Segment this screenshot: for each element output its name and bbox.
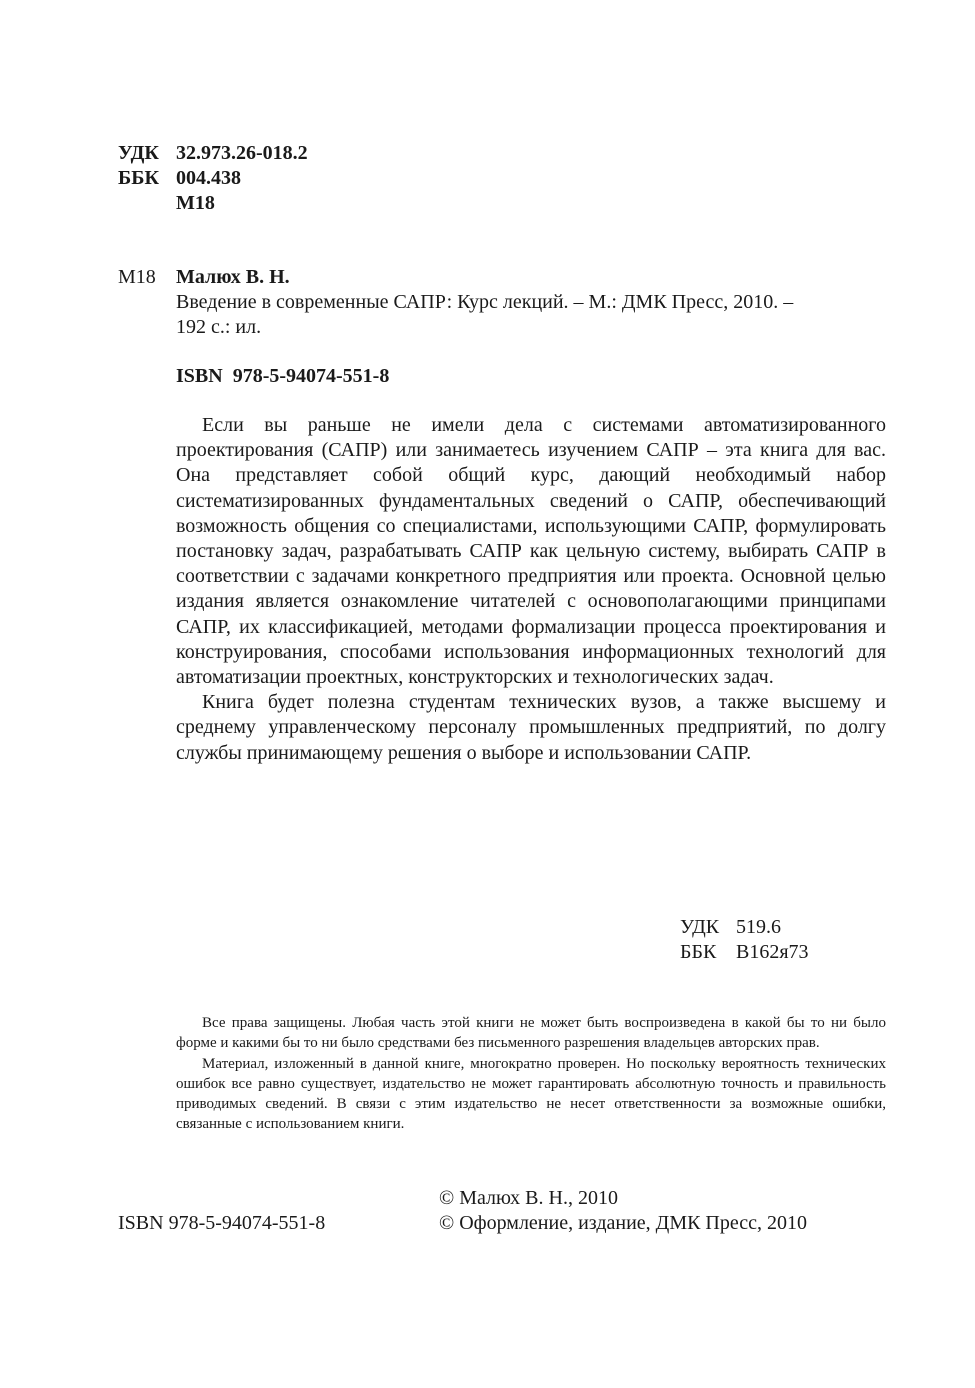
abstract <box>176 413 886 766</box>
author-mark-row <box>118 191 215 216</box>
bbk-value: 004.438 <box>176 167 241 189</box>
udk2-row <box>680 915 781 940</box>
bbk2-label: ББК <box>680 941 717 963</box>
footer-isbn: ISBN 978-5-94074-551-8 <box>118 1212 326 1234</box>
udk-label: УДК <box>118 142 159 164</box>
bbk2-row <box>680 940 809 965</box>
udk2-value: 519.6 <box>736 916 781 938</box>
bib-isbn: ISBN 978-5-94074-551-8 <box>176 365 390 387</box>
udk2-label: УДК <box>680 916 720 938</box>
bbk-row <box>118 166 241 191</box>
udk-row <box>118 141 308 166</box>
abstract-paragraph-2: Книга будет полезна студентам технических вузов, а также высшему и среднему управленческому персоналу промышленных предприятий, по долгу службы принимающему решения о выборе и использовании САПР. <box>176 691 886 764</box>
bib-title-line1: Введение в современные САПР: Курс лекций. – М.: ДМК Пресс, 2010. – <box>176 291 794 313</box>
bbk2-value: В162я73 <box>736 941 809 963</box>
bib-author: Малюх В. Н. <box>176 266 290 288</box>
notice-paragraph-1: Все права защищены. Любая часть этой книги не может быть воспроизведена в какой бы то ни было форме и какими бы то ни было средствами без письменного разрешения владельцев авторских прав. <box>176 1015 886 1052</box>
copyright-publisher: © Оформление, издание, ДМК Пресс, 2010 <box>439 1212 808 1234</box>
udk-value: 32.973.26-018.2 <box>176 142 308 164</box>
notice-paragraph-2: Материал, изложенный в данной книге, многократно проверен. Но поскольку вероятность технических ошибок все равно существует, издательство не может гарантировать абсолютную точность и правильность приводимых сведений. В связи с этим издательство не несет ответственности за возможные ошибки, связанные с использованием книги. <box>176 1055 886 1133</box>
bib-code: М18 <box>118 266 156 288</box>
bbk-label: ББК <box>118 167 159 189</box>
abstract-paragraph-1: Если вы раньше не имели дела с системами автоматизированного проектирования (САПР) или занимаетесь изучением САПР – эта книга для вас. Она представляет собой общий курс, дающий необходимый набор систематизированных фундаментальных сведений о САПР, обеспечивающий возможность общения со специалистами, использующими САПР, формулировать постановку задач, разрабатывать САПР как цельную систему, выбирать САПР в соответствии с задачами конкретного предприятия или проекта. Основной целью издания является ознакомление читателей с основополагающими принципами САПР, их классификацией, методами формализации процесса проектирования и конструирования, способами использования информационных технологий для автоматизации проектных, конструкторских и технологических задач. <box>176 414 886 689</box>
rights-notice <box>176 1013 886 1135</box>
author-mark: М18 <box>176 192 215 214</box>
bib-title-line2: 192 с.: ил. <box>176 316 262 338</box>
copyright-author: © Малюх В. Н., 2010 <box>439 1187 618 1209</box>
